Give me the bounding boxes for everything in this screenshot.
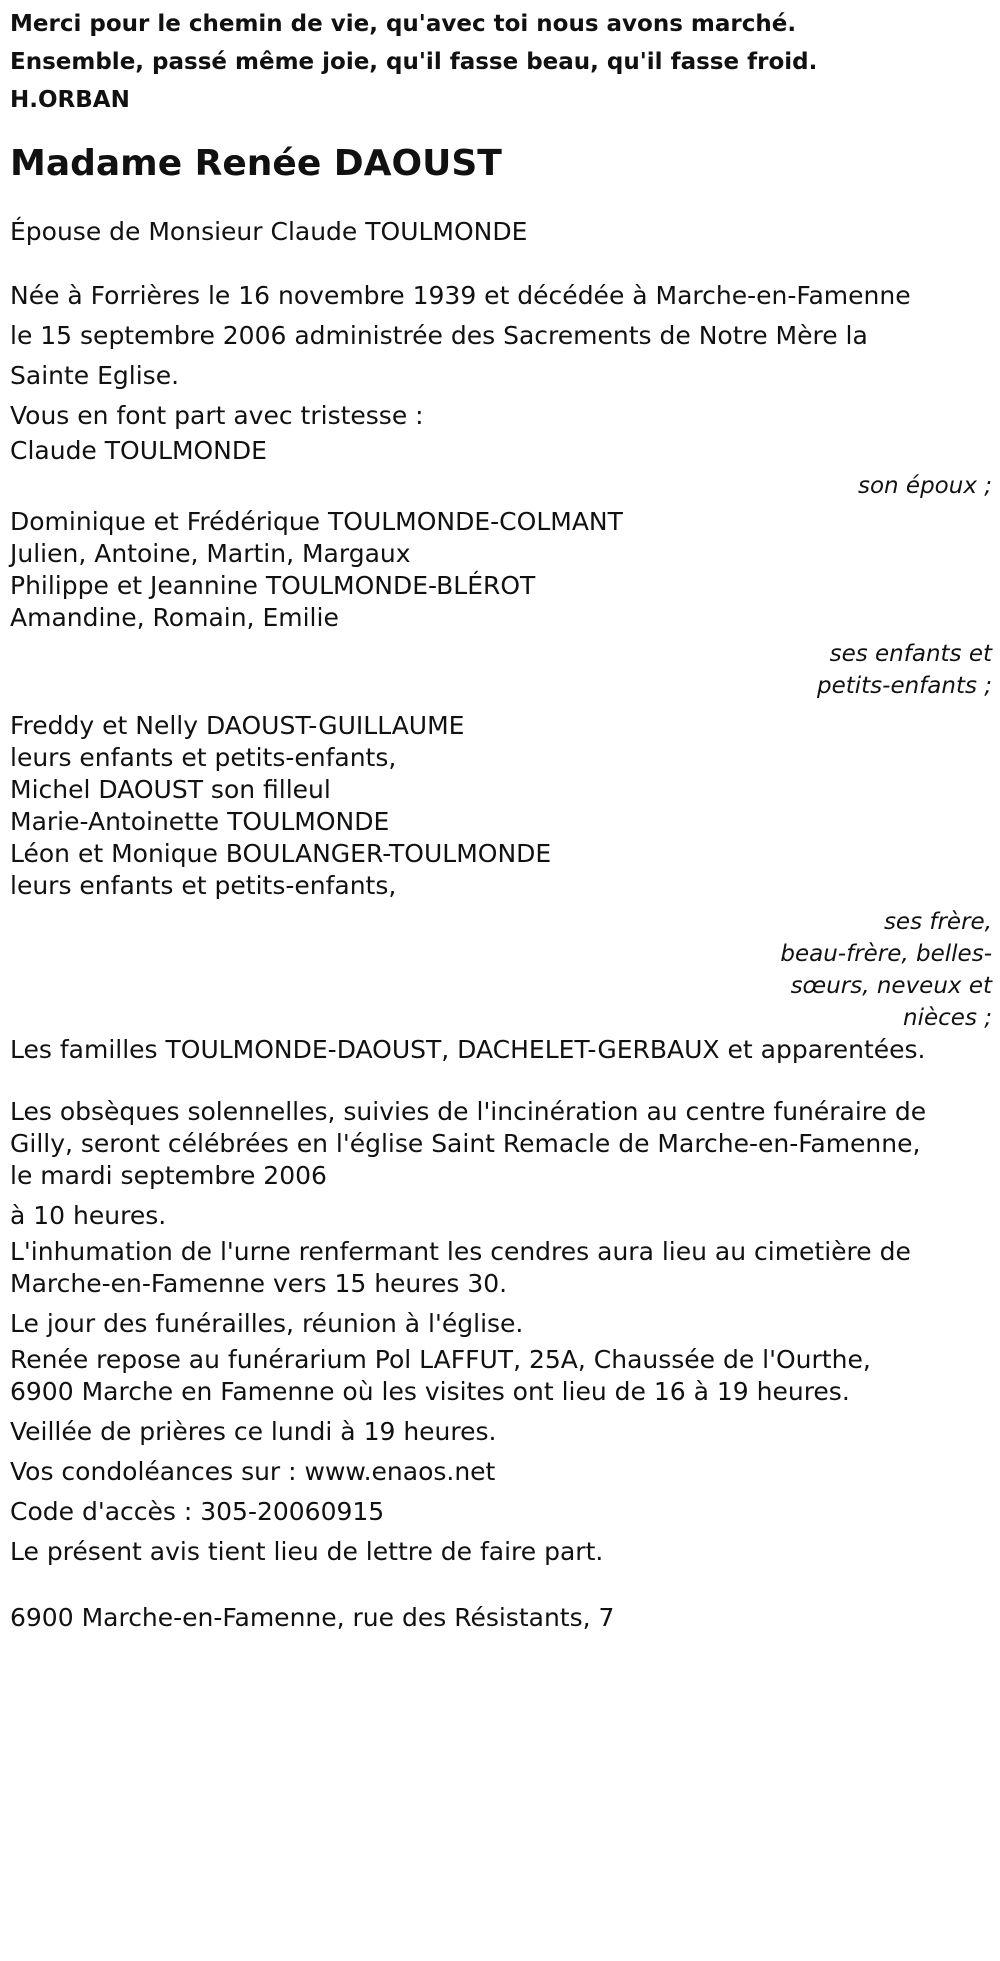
family-name-line: Philippe et Jeannine TOULMONDE-BLÉROT	[10, 571, 536, 600]
burial-paragraph	[10, 1236, 990, 1300]
family-name-line: Marie-Antoinette TOULMONDE	[10, 807, 390, 836]
spouse-line: Épouse de Monsieur Claude TOULMONDE	[10, 217, 528, 246]
family-name-line: Léon et Monique BOULANGER-TOULMONDE	[10, 839, 552, 868]
rest-paragraph	[10, 1344, 990, 1408]
birth-death-line: Sainte Eglise.	[10, 361, 180, 390]
meeting-line: Le jour des funérailles, réunion à l'église.	[10, 1309, 524, 1338]
family-name-line: Freddy et Nelly DAOUST-GUILLAUME	[10, 711, 465, 740]
vigil-line: Veillée de prières ce lundi à 19 heures.	[10, 1417, 497, 1446]
family-name-line: leurs enfants et petits-enfants,	[10, 743, 397, 772]
burial-line: Marche-en-Famenne vers 15 heures 30.	[10, 1269, 508, 1298]
deceased-name: Madame Renée DAOUST	[10, 143, 502, 184]
ceremony-line: Les obsèques solennelles, suivies de l'incinération au centre funéraire de	[10, 1097, 927, 1126]
relation-note: beau-frère, belles-	[780, 941, 992, 967]
birth-death-paragraph	[10, 276, 990, 396]
birth-death-line: le 15 septembre 2006 administrée des Sacrements de Notre Mère la	[10, 321, 868, 350]
relation-note: ses enfants et	[829, 641, 992, 667]
access-code-line: Code d'accès : 305-20060915	[10, 1497, 385, 1526]
family-name-line: Amandine, Romain, Emilie	[10, 603, 339, 632]
birth-death-line: Née à Forrières le 16 novembre 1939 et décédée à Marche-en-Famenne	[10, 281, 911, 310]
address-line: 6900 Marche-en-Famenne, rue des Résistants, 7	[10, 1603, 615, 1632]
relation-note: ses frère,	[883, 909, 992, 935]
burial-line: L'inhumation de l'urne renfermant les cendres aura lieu au cimetière de	[10, 1237, 911, 1266]
family-siblings-block	[10, 710, 990, 1034]
poem-line-1: Merci pour le chemin de vie, qu'avec toi nous avons marché.	[10, 11, 797, 37]
rest-line: 6900 Marche en Famenne où les visites ont lieu de 16 à 19 heures.	[10, 1377, 850, 1406]
families-line: Les familles TOULMONDE-DAOUST, DACHELET-GERBAUX et apparentées.	[10, 1035, 926, 1064]
family-name-line: Claude TOULMONDE	[10, 436, 267, 465]
family-name-line: Dominique et Frédérique TOULMONDE-COLMANT	[10, 507, 623, 536]
funeral-ceremony-paragraph	[10, 1096, 990, 1192]
relation-note: petits-enfants ;	[816, 673, 992, 699]
relation-note: nièces ;	[903, 1005, 992, 1031]
family-name-line: leurs enfants et petits-enfants,	[10, 871, 397, 900]
ceremony-time: à 10 heures.	[10, 1201, 167, 1230]
family-name-line: Michel DAOUST son filleul	[10, 775, 331, 804]
family-children-block	[10, 506, 990, 702]
condolences-line: Vos condoléances sur : www.enaos.net	[10, 1457, 496, 1486]
notice-line: Le présent avis tient lieu de lettre de faire part.	[10, 1537, 604, 1566]
family-name-line: Julien, Antoine, Martin, Margaux	[10, 539, 411, 568]
poem-author: H.ORBAN	[10, 87, 130, 113]
relation-note: son époux ;	[857, 473, 992, 499]
announcers-intro: Vous en font part avec tristesse :	[10, 401, 424, 430]
rest-line: Renée repose au funérarium Pol LAFFUT, 25A, Chaussée de l'Ourthe,	[10, 1345, 871, 1374]
ceremony-line: Gilly, seront célébrées en l'église Saint Remacle de Marche-en-Famenne,	[10, 1129, 921, 1158]
obituary-notice	[10, 0, 990, 1638]
family-spouse-block	[10, 436, 990, 506]
relation-note: sœurs, neveux et	[790, 973, 992, 999]
ceremony-line: le mardi septembre 2006	[10, 1161, 327, 1190]
poem-line-2: Ensemble, passé même joie, qu'il fasse beau, qu'il fasse froid.	[10, 49, 818, 75]
